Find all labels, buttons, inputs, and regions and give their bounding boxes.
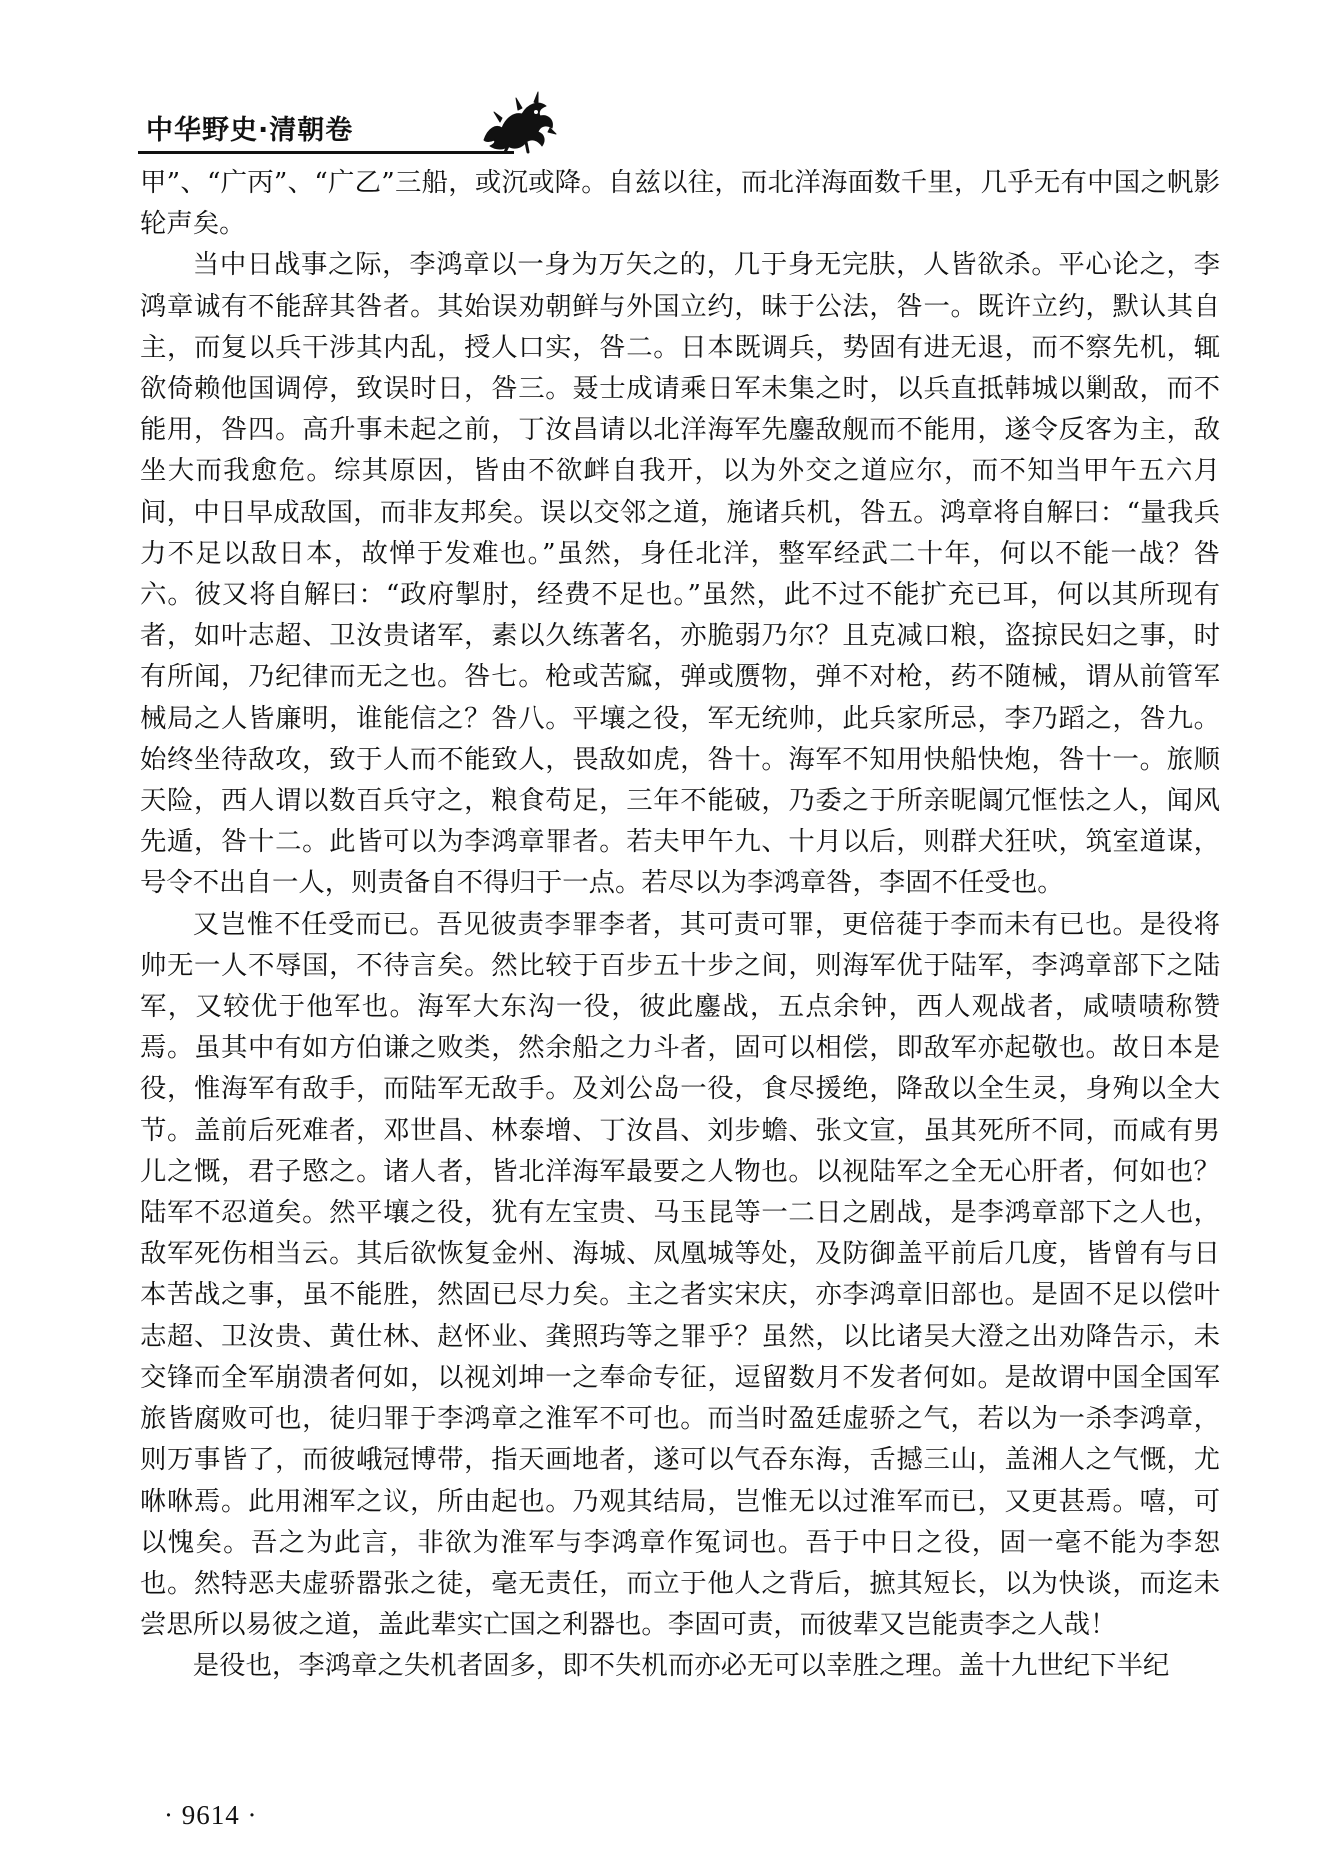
running-header	[138, 96, 1220, 156]
paragraph: 是役也，李鸿章之失机者固多，即不失机而亦必无可以幸胜之理。盖十九世纪下半纪	[192, 1650, 1170, 1682]
header-rule	[138, 151, 514, 154]
paragraph: 当中日战事之际，李鸿章以一身为万矢之的，几于身无完肤，人皆欲杀。平心论之，李鸿章诚有不能辞其咎者。其始误劝朝鲜与外国立约，昧于公法，咎一。既许立约，默认其自主，而复以兵干涉其内乱，授人口实，咎二。日本既调兵，势固有进无退，而不察先机，辄欲倚赖他国调停，致误时日，咎三。聂士成请乘日军未集之时，以兵直抵韩城以剿敌，而不能用，咎四。高升事未起之前，丁汝昌请以北洋海军先鏖敌舰而不能用，遂令反客为主，敌坐大而我愈危。综其原因，皆由不欲衅自我开，以为外交之道应尔，而不知当甲午五六月间，中日早成敌国，而非友邦矣。误以交邻之道，施诸兵机，咎五。鸿章将自解曰：“量我兵力不足以敌日本，故惮于发难也。”虽然，身任北洋，整军经武二十年，何以不能一战？咎六。彼又将自解曰：“政府掣肘，经费不足也。”虽然，此不过不能扩充已耳，何以其所现有者，如叶志超、卫汝贵诸军，素以久练著名，亦脆弱乃尔？且克减口粮，盗掠民妇之事，时有所闻，乃纪律而无之也。咎七。枪或苦窳，弹或赝物，弹不对枪，药不随械，谓从前管军械局之人皆廉明，谁能信之？咎八。平壤之役，军无统帅，此兵家所忌，李乃蹈之，咎九。始终坐待敌攻，致于人而不能致人，畏敌如虎，咎十。海军不知用快船快炮，咎十一。旅顺天险，西人谓以数百兵守之，粮食苟足，三年不能破，乃委之于所亲昵阘冗恇怯之人，闻风先遁，咎十二。此皆可以为李鸿章罪者。若夫甲午九、十月以后，则群犬狂吠，筑室道谋，号令不出自一人，则责备自不得归于一点。若尽以为李鸿章咎，李固不任受也。	[140, 249, 1220, 899]
paragraph-continuation: 甲”、“广丙”、“广乙”三船，或沉或降。自兹以往，而北洋海面数千里，几乎无有中国之帆影轮声矣。	[140, 167, 1220, 240]
running-header-title: 中华野史·清朝卷	[146, 115, 354, 146]
dragon-emblem-icon	[478, 88, 558, 154]
body-text	[140, 162, 1220, 1687]
paragraph: 又岂惟不任受而已。吾见彼责李罪李者，其可责可罪，更倍蓰于李而未有已也。是役将帅无一人不辱国，不待言矣。然比较于百步五十步之间，则海军优于陆军，李鸿章部下之陆军，又较优于他军也。海军大东沟一役，彼此鏖战，五点余钟，西人观战者，咸啧啧称赞焉。虽其中有如方伯谦之败类，然余船之力斗者，固可以相偿，即敌军亦起敬也。故日本是役，惟海军有敌手，而陆军无敌手。及刘公岛一役，食尽援绝，降敌以全生灵，身殉以全大节。盖前后死难者，邓世昌、林泰增、丁汝昌、刘步蟾、张文宣，虽其死所不同，而咸有男儿之慨，君子愍之。诸人者，皆北洋海军最要之人物也。以视陆军之全无心肝者，何如也？陆军不忍道矣。然平壤之役，犹有左宝贵、马玉昆等一二日之剧战，是李鸿章部下之人也，敌军死伤相当云。其后欲恢复金州、海城、凤凰城等处，及防御盖平前后几度，皆曾有与日本苦战之事，虽不能胜，然固已尽力矣。主之者实宋庆，亦李鸿章旧部也。是固不足以偿叶志超、卫汝贵、黄仕林、赵怀业、龚照玙等之罪乎？虽然，以比诸吴大澄之出劝降告示，未交锋而全军崩溃者何如，以视刘坤一之奉命专征，逗留数月不发者何如。是故谓中国全国军旅皆腐败可也，徒归罪于李鸿章之淮军不可也。而当时盈廷虚骄之气，若以为一杀李鸿章，则万事皆了，而彼峨冠博带，指天画地者，遂可以气吞东海，舌撼三山，盖湘人之气慨，尤咻咻焉。此用湘军之议，所由起也。乃观其结局，岂惟无以过淮军而已，又更甚焉。嘻，可以愧矣。吾之为此言，非欲为淮军与李鸿章作冤词也。吾于中日之役，固一毫不能为李恕也。然特恶夫虚骄嚣张之徒，毫无责任，而立于他人之背后，摭其短长，以为快谈，而迄未尝思所以易彼之道，盖此辈实亡国之利器也。李固可责，而彼辈又岂能责李之人哉！	[140, 908, 1220, 1641]
page-number: · 9614 ·	[164, 1800, 258, 1830]
